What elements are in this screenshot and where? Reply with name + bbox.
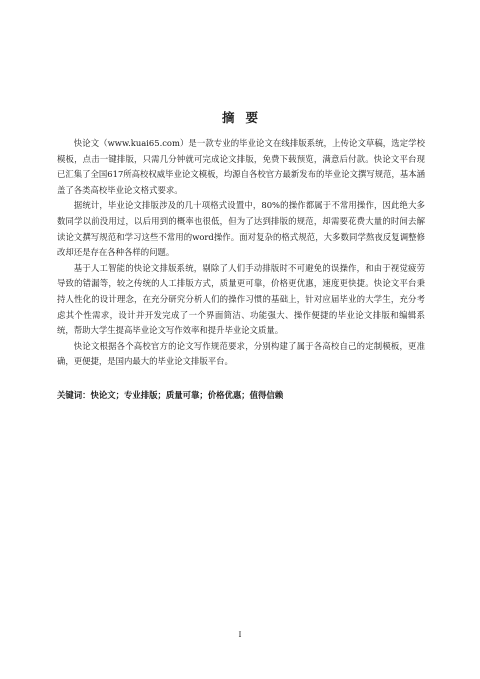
keywords-line: 关键词：快论文；专业排版；质量可靠；价格优惠；值得信赖 <box>57 390 284 400</box>
paragraph-1: 快论文（www.kuai65.com）是一款专业的毕业论文在线排版系统，上传论文草稿，选定学校模板，点击一键排版，只需几分钟就可完成论文排版，免费下载预览，满意后付款。快论文平台现已汇集了全国617所高校权威毕业论文模板，均源自各校官方最新发布的毕业论文撰写规范，基本涵盖了各类高校毕业论文格式要求。 <box>57 138 425 195</box>
paragraph-2: 据统计，毕业论文排版涉及的几十项格式设置中，80%的操作都属于不常用操作，因此绝大多数同学以前没用过，以后用到的概率也很低，但为了达到排版的规范，却需要花费大量的时间去解读论文撰写规范和学习这些不常用的word操作。面对复杂的格式规范，大多数同学熬夜反复调整修改却还是存在各种各样的问题。 <box>57 200 425 258</box>
paragraph-4: 快论文根据各个高校官方的论文写作规范要求，分别构建了属于各高校自己的定制模板，更准确，更便捷，是国内最大的毕业论文排版平台。 <box>57 340 425 367</box>
paragraph-3: 基于人工智能的快论文排版系统，剔除了人们手动排版时不可避免的误操作，和由于视觉疲劳导致的错漏等，较之传统的人工排版方式，质量更可靠，价格更优惠，速度更快捷。快论文平台秉持人性化的设计理念，在充分研究分析人们的操作习惯的基础上，针对应届毕业的大学生，充分考虑其个性需求，设计并开发完成了一个界面简洁、功能强大、操作便捷的毕业论文排版和编辑系统，帮助大学生提高毕业论文写作效率和提升毕业论文质量。 <box>57 262 425 336</box>
abstract-title: 摘要 <box>221 110 269 125</box>
abstract-body <box>57 136 425 370</box>
page-number: I <box>238 630 242 639</box>
